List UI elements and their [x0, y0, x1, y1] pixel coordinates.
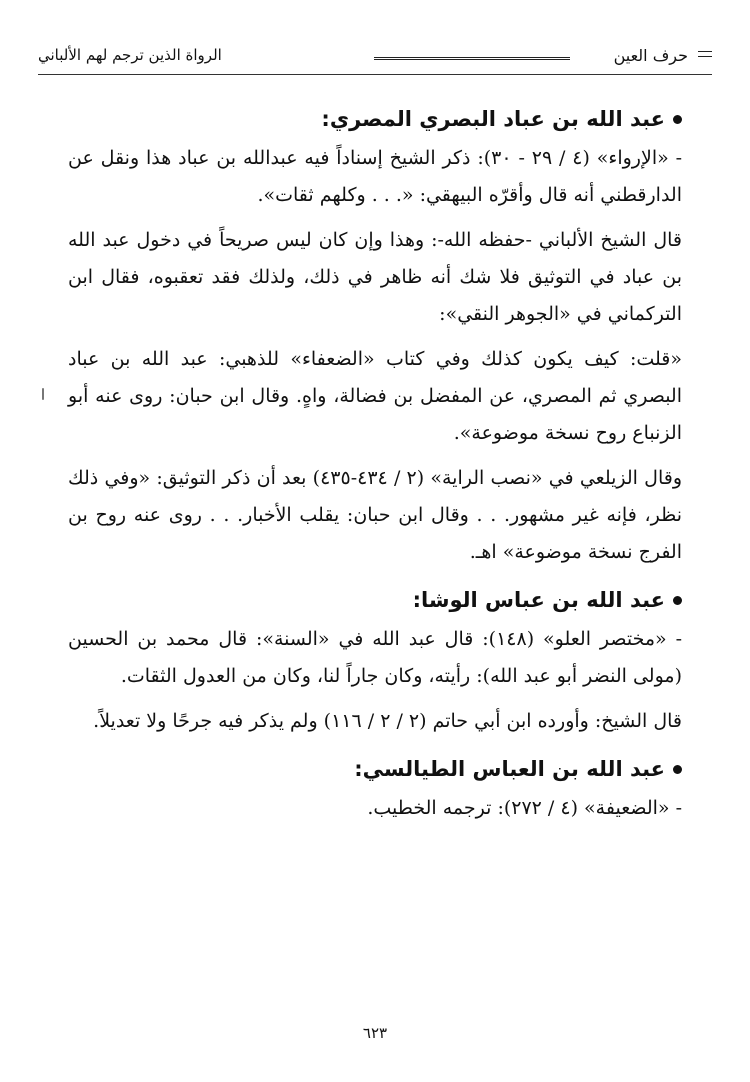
page-number: ٦٢٣ [362, 1024, 388, 1042]
page-body [68, 98, 682, 835]
bullet-icon [673, 115, 682, 124]
header-rule [374, 57, 570, 62]
entry-heading-text: عبد الله بن عباس الوشا: [412, 588, 665, 612]
paragraph: - «الإرواء» (٤ / ٢٩ - ٣٠): ذكر الشيخ إسناداً فيه عبدالله بن عباد هذا ونقل عن الدارقطني أنه قال وأقرّه البيهقي: «. . . وكلهم ثقات». [68, 147, 683, 206]
header-underline [38, 74, 712, 75]
bullet-icon [673, 596, 682, 605]
bullet-icon [673, 765, 682, 774]
paragraph: قال الشيخ الألباني -حفظه الله-: وهذا وإن كان ليس صريحاً في دخول عبد الله بن عباد في التوثيق فلا شك أنه ظاهر في ذلك، ولذلك فقد تعقبوه، فقال ابن التركماني في «الجوهر النقي»: [68, 229, 682, 325]
entry-heading-text: عبد الله بن عباد البصري المصري: [321, 107, 665, 131]
header-ornament [698, 51, 712, 57]
header-title: الرواة الذين ترجم لهم الألباني [38, 46, 222, 64]
entry-heading [68, 579, 682, 621]
paragraph: - «الضعيفة» (٤ / ٢٧٢): ترجمه الخطيب. [367, 797, 682, 819]
entry-heading-text: عبد الله بن العباس الطيالسي: [354, 757, 665, 781]
paragraph: «قلت: كيف يكون كذلك وفي كتاب «الضعفاء» للذهبي: عبد الله بن عباد البصري ثم المصري، عن المفضل بن فضالة، واهٍ. وقال ابن حبان: روى عنه أبو الزنباع روح نسخة موضوعة». [68, 348, 682, 444]
entry-heading [68, 98, 682, 140]
running-header [38, 44, 688, 76]
margin-mark [42, 388, 44, 400]
paragraph: وقال الزيلعي في «نصب الراية» (٢ / ٤٣٤-٤٣٥) بعد أن ذكر التوثيق: «وفي ذلك نظر، فإنه غير مشهور. . . وقال ابن حبان: يقلب الأخبار. . . روى عنه روح بن الفرج نسخة موضوعة» اهـ. [68, 467, 682, 563]
paragraph: - «مختصر العلو» (١٤٨): قال عبد الله في «السنة»: قال محمد بن الحسين (مولى النضر أبو عبد الله): رأيته، وكان جاراً لنا، وكان من العدول الثقات. [68, 628, 682, 687]
entry-heading [68, 748, 682, 790]
paragraph: قال الشيخ: وأورده ابن أبي حاتم (٢ / ٢ / ١١٦) ولم يذكر فيه جرحًا ولا تعديلاً. [93, 710, 682, 732]
header-chapter: حرف العين [613, 46, 688, 65]
